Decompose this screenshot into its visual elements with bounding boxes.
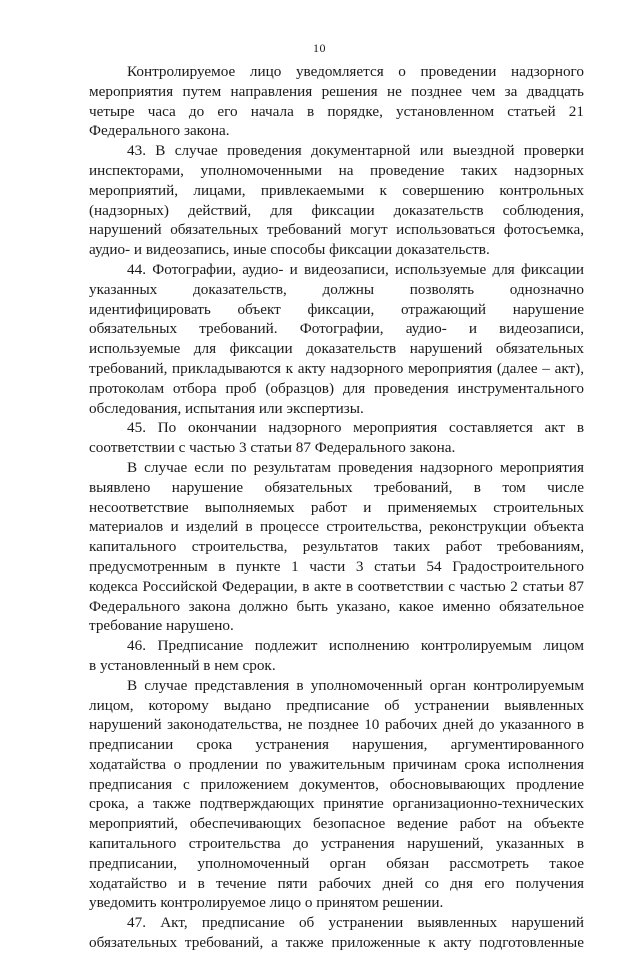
text-line: предписании срока устранения нарушения, аргументированного <box>89 736 584 754</box>
text-line: обязательных требований. Фотографии, аудио- и видеозаписи, <box>89 320 584 338</box>
text-line: инспекторами, уполномоченными на проведение таких надзорных <box>89 161 584 179</box>
text-line: нарушений законодательства, не позднее 10 рабочих дней до указанного в <box>89 716 584 734</box>
paragraph-p43 <box>89 141 584 260</box>
text-line: ходатайства о продлении по уважительным причинам срока исполнения <box>89 755 584 773</box>
paragraph-p46b <box>89 676 584 914</box>
text-line: обследования, испытания или экспертизы. <box>89 399 364 417</box>
text-line: срока, а также подтверждающих принятие организационно-технических <box>89 795 584 813</box>
text-line: 43. В случае проведения документарной или выездной проверки <box>127 142 584 160</box>
text-line: ходатайство и в течение пяти рабочих дней со дня его получения <box>89 874 584 892</box>
text-line: несоответствие выполняемых работ и применяемых строительных <box>89 498 584 516</box>
paragraph-p46 <box>89 636 584 676</box>
text-line: аудио- и видеозапись, иные способы фиксации доказательств. <box>89 241 490 259</box>
text-line: Контролируемое лицо уведомляется о проведении надзорного <box>127 63 584 80</box>
paragraph-p45 <box>89 418 584 458</box>
text-line: уведомить контролируемое лицо о принятом решении. <box>89 894 444 912</box>
text-line: предусмотренным в пункте 1 части 3 статьи 54 Градостроительного <box>89 557 584 575</box>
text-line: идентифицировать объект фиксации, отражающий нарушение <box>89 300 584 318</box>
paragraph-p45b <box>89 458 584 636</box>
text-line: Федерального закона. <box>89 122 230 140</box>
text-line: 44. Фотографии, аудио- и видеозаписи, используемые для фиксации <box>127 260 584 278</box>
text-line: обязательных требований, а также приложенные к акту подготовленные <box>89 934 584 952</box>
text-line: 45. По окончании надзорного мероприятия составляется акт в <box>127 419 584 437</box>
text-line: мероприятий, лицами, привлекаемыми к совершению контрольных <box>89 181 584 199</box>
text-line: Федерального закона должно быть указано, какое именно обязательное <box>89 597 584 615</box>
text-line: (надзорных) действий, для фиксации доказательств соблюдения, <box>89 201 584 219</box>
text-line: нарушений обязательных требований могут использоваться фотосъемка, <box>89 221 584 239</box>
text-line: четыре часа до его начала в порядке, установленном статьей 21 <box>89 102 584 120</box>
page-number: 10 <box>313 41 326 55</box>
text-line: протоколам отбора проб (образцов) для проведения инструментального <box>89 379 584 397</box>
text-line: используемые для фиксации доказательств нарушений обязательных <box>89 340 584 358</box>
text-line: мероприятия путем направления решения не позднее чем за двадцать <box>89 82 584 100</box>
text-line: материалов и изделий в процессе строительства, реконструкции объекта <box>89 518 584 536</box>
paragraph-notice <box>89 62 584 141</box>
text-line: капитального строительства до устранения нарушений, указанных в <box>89 835 584 853</box>
text-line: указанных доказательств, должны позволять однозначно <box>89 280 584 298</box>
text-line: В случае представления в уполномоченный орган контролируемым <box>127 676 584 694</box>
text-line: соответствии с частью 3 статьи 87 Федерального закона. <box>89 439 456 457</box>
text-line: 46. Предписание подлежит исполнению контролируемым лицом <box>127 637 584 655</box>
paragraph-p47 <box>89 913 584 953</box>
text-line: кодекса Российской Федерации, в акте в соответствии с частью 2 статьи 87 <box>89 577 584 595</box>
text-line: требование нарушено. <box>89 617 234 635</box>
text-line: в установленный в нем срок. <box>89 656 276 674</box>
text-line: В случае если по результатам проведения надзорного мероприятия <box>127 458 584 476</box>
text-line: предписании, уполномоченный орган обязан рассмотреть такое <box>89 854 584 872</box>
paragraph-p44 <box>89 260 584 418</box>
text-line: предписания с приложением документов, обосновывающих продление <box>89 775 584 793</box>
text-line: мероприятий, обеспечивающих безопасное ведение работ на объекте <box>89 815 584 833</box>
text-line: выявлено нарушение обязательных требований, в том числе <box>89 478 584 496</box>
text-line: 47. Акт, предписание об устранении выявленных нарушений <box>127 914 584 932</box>
text-line: лицом, которому выдано предписание об устранении выявленных <box>89 696 584 714</box>
document-body <box>89 62 584 953</box>
text-line: требований, прикладываются к акту надзорного мероприятия (далее – акт), <box>89 359 584 377</box>
text-line: капитального строительства, результатов таких работ требованиям, <box>89 538 584 556</box>
